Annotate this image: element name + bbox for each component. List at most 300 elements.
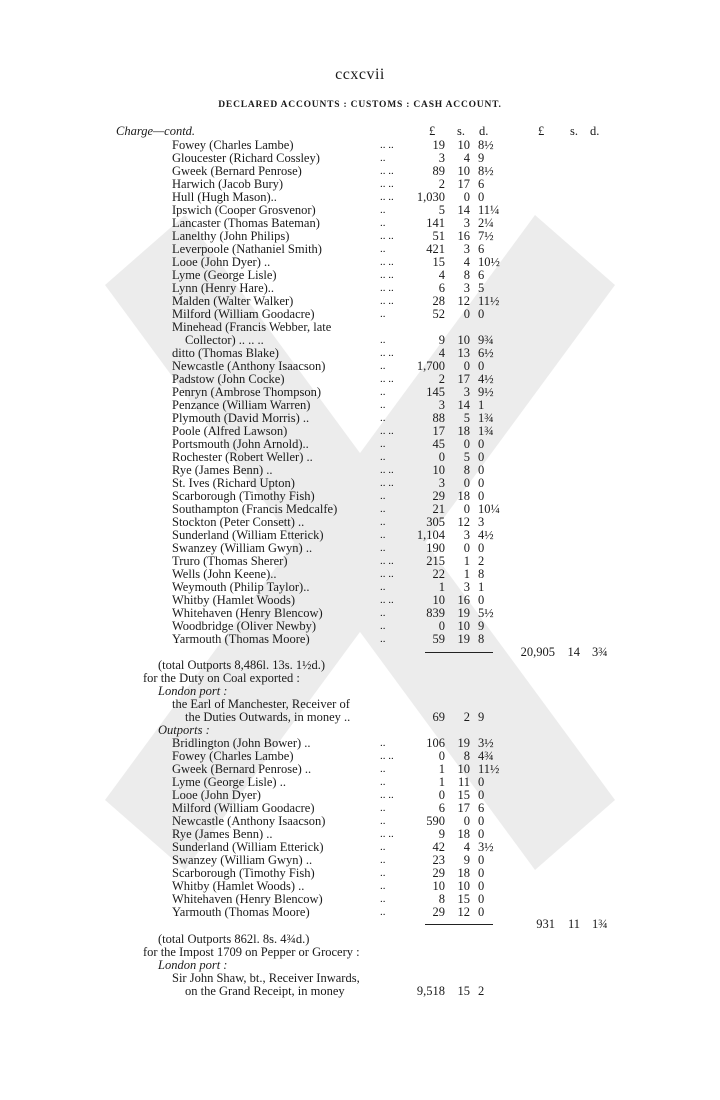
amount-pounds: 421: [426, 242, 445, 256]
amount-pounds: 59: [432, 632, 445, 646]
leader-dots: ..: [380, 854, 386, 866]
total-outports-1: (total Outports 8,486l. 13s. 1½d.): [158, 658, 326, 672]
amount-pence: 5: [478, 281, 485, 295]
amount-pounds: 29: [432, 866, 445, 880]
table-row: [0, 438, 720, 451]
amount-pounds: 1: [438, 580, 445, 594]
port-name: Poole (Alfred Lawson): [172, 424, 288, 438]
amount-shillings: 5: [463, 411, 470, 425]
amount-pence: 9: [478, 619, 485, 633]
table-row: [0, 243, 720, 256]
amount-shillings: 8: [463, 749, 470, 763]
header-shillings: s.: [457, 124, 465, 138]
amount-shillings: 8: [463, 268, 470, 282]
amount-pounds: 6: [438, 281, 445, 295]
amount-pence: 0: [478, 450, 485, 464]
amount-shillings: 10: [457, 333, 470, 347]
leader-dots: .. ..: [380, 165, 394, 177]
port-name: Lancaster (Thomas Bateman): [172, 216, 320, 230]
amount-pounds: 19: [432, 138, 445, 152]
amount-pounds: 20,905: [520, 645, 555, 659]
amount-pence: 5½: [478, 606, 494, 620]
table-row: [0, 841, 720, 854]
amount-pence: 0: [478, 437, 485, 451]
leader-dots: ..: [380, 763, 386, 775]
port-name: Leverpoole (Nathaniel Smith): [172, 242, 322, 256]
leader-dots: ..: [380, 490, 386, 502]
amount-pence: 0: [478, 463, 485, 477]
table-row: [0, 464, 720, 477]
amount-pounds: 5: [438, 203, 445, 217]
port-name: Milford (William Goodacre): [172, 801, 315, 815]
table-row: [0, 269, 720, 282]
leader-dots: ..: [380, 399, 386, 411]
london-port-row-2: [0, 959, 720, 972]
leader-dots: ..: [380, 620, 386, 632]
amount-shillings: 3: [463, 242, 470, 256]
impost-row-1: [0, 972, 720, 985]
leader-dots: ..: [380, 152, 386, 164]
port-name: Malden (Walter Walker): [172, 294, 294, 308]
amount-shillings: 8: [463, 463, 470, 477]
table-row: [0, 568, 720, 581]
table-row: [0, 230, 720, 243]
amount-pence: 6: [478, 177, 485, 191]
page-heading: DECLARED ACCOUNTS : CUSTOMS : CASH ACCOUNT.: [218, 100, 502, 110]
total-outports-row-2: [0, 933, 720, 946]
leader-dots: .. ..: [380, 789, 394, 801]
table-row: [0, 165, 720, 178]
coal-london-row-1: [0, 698, 720, 711]
table-row: [0, 139, 720, 152]
leader-dots: ..: [380, 451, 386, 463]
amount-shillings: 13: [457, 346, 470, 360]
amount-pounds: 10: [432, 463, 445, 477]
port-name: Lanelthy (John Philips): [172, 229, 290, 243]
amount-pence: 0: [478, 879, 485, 893]
outports-row: [0, 724, 720, 737]
leader-dots: ..: [380, 243, 386, 255]
amount-pounds: 10: [432, 593, 445, 607]
amount-shillings: 5: [463, 450, 470, 464]
amount-pence: 6½: [478, 346, 494, 360]
leader-dots: ..: [380, 438, 386, 450]
table-row: [0, 191, 720, 204]
amount-pence: 1: [478, 398, 485, 412]
port-name: Newcastle (Anthony Isaacson): [172, 359, 326, 373]
port-name: Gweek (Bernard Penrose) ..: [172, 762, 312, 776]
amount-shillings: 18: [457, 489, 470, 503]
amount-pence: 0: [478, 853, 485, 867]
table-row: [0, 477, 720, 490]
amount-pence: 7½: [478, 229, 494, 243]
amount-pence: 3½: [478, 736, 494, 750]
port-name: Bridlington (John Bower) ..: [172, 736, 311, 750]
leader-dots: ..: [380, 607, 386, 619]
amount-pounds: 305: [426, 515, 445, 529]
leader-dots: ..: [380, 529, 386, 541]
leader-dots: ..: [380, 360, 386, 372]
amount-pounds: 42: [432, 840, 445, 854]
port-name: Penryn (Ambrose Thompson): [172, 385, 322, 399]
total-outports-2: (total Outports 862l. 8s. 4¾d.): [158, 932, 310, 946]
amount-pence: 0: [478, 905, 485, 919]
port-name: Lyme (George Lisle): [172, 268, 277, 282]
table-row: [0, 620, 720, 633]
leader-dots: ..: [380, 503, 386, 515]
leader-dots: .. ..: [380, 282, 394, 294]
port-name: Rochester (Robert Weller) ..: [172, 450, 313, 464]
port-name: Wells (John Keene)..: [172, 567, 277, 581]
amount-shillings: 12: [457, 515, 470, 529]
amount-pounds: 0: [438, 749, 445, 763]
table-row: [0, 828, 720, 841]
leader-dots: ..: [380, 581, 386, 593]
table-row: [0, 529, 720, 542]
table-row: [0, 321, 720, 334]
leader-dots: ..: [380, 893, 386, 905]
leader-dots: .. ..: [380, 269, 394, 281]
amount-shillings: 1: [463, 554, 470, 568]
amount-shillings: 10: [457, 762, 470, 776]
port-name: Harwich (Jacob Bury): [172, 177, 284, 191]
amount-shillings: 0: [463, 814, 470, 828]
port-name: Fowey (Charles Lambe): [172, 138, 294, 152]
amount-shillings: 19: [457, 736, 470, 750]
amount-pounds: 29: [432, 905, 445, 919]
port-name: Woodbridge (Oliver Newby): [172, 619, 317, 633]
leader-dots: ..: [380, 308, 386, 320]
table-row: [0, 217, 720, 230]
leader-dots: ..: [380, 217, 386, 229]
leader-dots: .. ..: [380, 425, 394, 437]
amount-shillings: 0: [463, 437, 470, 451]
amount-pence: 0: [478, 489, 485, 503]
leader-dots: .. ..: [380, 373, 394, 385]
port-name: ditto (Thomas Blake): [172, 346, 279, 360]
amount-pounds: 0: [438, 619, 445, 633]
amount-pounds: 9,518: [416, 984, 445, 998]
amount-pence: 0: [478, 788, 485, 802]
table-row: [0, 308, 720, 321]
table-row: [0, 451, 720, 464]
amount-shillings: 10: [457, 879, 470, 893]
amount-shillings: 10: [457, 619, 470, 633]
amount-pounds: 9: [438, 827, 445, 841]
amount-pence: 0: [478, 814, 485, 828]
port-name: Gloucester (Richard Cossley): [172, 151, 320, 165]
amount-pounds: 52: [432, 307, 445, 321]
amount-shillings: 3: [463, 385, 470, 399]
amount-pence: 2¼: [478, 216, 494, 230]
port-name: Sunderland (William Etterick): [172, 840, 324, 854]
port-name: Ipswich (Cooper Grosvenor): [172, 203, 316, 217]
table-row: [0, 880, 720, 893]
leader-dots: ..: [380, 815, 386, 827]
port-name: Looe (John Dyer) ..: [172, 255, 271, 269]
amount-pence: 0: [478, 541, 485, 555]
table-row: [0, 490, 720, 503]
table-row: [0, 386, 720, 399]
amount-pounds: 590: [426, 814, 445, 828]
header-pence: d.: [479, 124, 489, 138]
amount-pence: 8: [478, 632, 485, 646]
amount-shillings: 4: [463, 151, 470, 165]
leader-dots: .. ..: [380, 230, 394, 242]
table-row: [0, 867, 720, 880]
port-name: Penzance (William Warren): [172, 398, 311, 412]
amount-shillings: 3: [463, 580, 470, 594]
total-outports-row: [0, 659, 720, 672]
amount-pounds: 0: [438, 450, 445, 464]
amount-pounds: 106: [426, 736, 445, 750]
amount-pounds: 3: [438, 398, 445, 412]
amount-pounds: 69: [432, 710, 445, 724]
coal-london-line-2: the Duties Outwards, in money ..: [185, 710, 351, 724]
amount-pence: 4½: [478, 528, 494, 542]
table-row: [0, 815, 720, 828]
amount-pounds: 45: [432, 437, 445, 451]
port-name: Swanzey (William Gwyn) ..: [172, 853, 313, 867]
table-row: [0, 750, 720, 763]
leader-dots: .. ..: [380, 555, 394, 567]
port-name: Sunderland (William Etterick): [172, 528, 324, 542]
subtotal-row: [0, 646, 720, 659]
amount-pence: 4½: [478, 372, 494, 386]
amount-pounds: 29: [432, 489, 445, 503]
leader-dots: ..: [380, 516, 386, 528]
amount-pounds: 21: [432, 502, 445, 516]
port-name: Looe (John Dyer): [172, 788, 261, 802]
amount-pounds: 8: [438, 892, 445, 906]
amount-pounds: 23: [432, 853, 445, 867]
amount-shillings: 0: [463, 476, 470, 490]
amount-shillings: 15: [457, 984, 470, 998]
amount-shillings: 18: [457, 827, 470, 841]
port-name: Plymouth (David Morris) ..: [172, 411, 310, 425]
leader-dots: .. ..: [380, 256, 394, 268]
amount-shillings: 2: [463, 710, 470, 724]
amount-pence: 4¾: [478, 749, 494, 763]
amount-pence: 11½: [478, 294, 500, 308]
table-row: [0, 412, 720, 425]
table-row: [0, 295, 720, 308]
leader-dots: .. ..: [380, 295, 394, 307]
amount-pounds: 51: [432, 229, 445, 243]
amount-pounds: 1,104: [416, 528, 445, 542]
table-row: [0, 581, 720, 594]
port-name: Collector) .. .. ..: [185, 333, 264, 347]
port-name: Padstow (John Cocke): [172, 372, 285, 386]
amount-pence: 1: [478, 580, 485, 594]
leader-dots: .. ..: [380, 828, 394, 840]
port-name: Yarmouth (Thomas Moore): [172, 632, 310, 646]
leader-dots: ..: [380, 633, 386, 645]
amount-shillings: 9: [463, 853, 470, 867]
leader-dots: ..: [380, 906, 386, 918]
amount-pounds: 22: [432, 567, 445, 581]
port-name: Truro (Thomas Sherer): [172, 554, 288, 568]
leader-dots: .. ..: [380, 477, 394, 489]
leader-dots: ..: [380, 204, 386, 216]
amount-pence: 9¾: [478, 333, 494, 347]
leader-dots: .. ..: [380, 139, 394, 151]
amount-pence: 3¾: [592, 645, 608, 659]
amount-pence: 2: [478, 554, 485, 568]
amount-pounds: 17: [432, 424, 445, 438]
duty-coal-row: [0, 672, 720, 685]
port-name: Scarborough (Timothy Fish): [172, 866, 315, 880]
leader-dots: ..: [380, 776, 386, 788]
leader-dots: ..: [380, 737, 386, 749]
table-row: [0, 282, 720, 295]
port-name: Scarborough (Timothy Fish): [172, 489, 315, 503]
table-row: [0, 763, 720, 776]
leader-dots: .. ..: [380, 347, 394, 359]
amount-shillings: 15: [457, 892, 470, 906]
london-port-label: London port :: [158, 684, 228, 698]
amount-shillings: 14: [567, 645, 580, 659]
leader-dots: ..: [380, 841, 386, 853]
table-row: [0, 802, 720, 815]
table-row: [0, 633, 720, 646]
amount-shillings: 17: [457, 801, 470, 815]
table-row: [0, 854, 720, 867]
amount-shillings: 0: [463, 541, 470, 555]
table-row: [0, 555, 720, 568]
impost-line-2: on the Grand Receipt, in money: [185, 984, 345, 998]
amount-pence: 9: [478, 151, 485, 165]
amount-pence: 9½: [478, 385, 494, 399]
table-row: [0, 399, 720, 412]
amount-pence: 1¾: [592, 917, 608, 931]
amount-pounds: 10: [432, 879, 445, 893]
leader-dots: ..: [380, 542, 386, 554]
impost-line: for the Impost 1709 on Pepper or Grocery :: [143, 945, 360, 959]
port-name: Newcastle (Anthony Isaacson): [172, 814, 326, 828]
amount-pence: 2: [478, 984, 485, 998]
leader-dots: .. ..: [380, 568, 394, 580]
amount-shillings: 18: [457, 866, 470, 880]
table-row: [0, 373, 720, 386]
amount-pence: 0: [478, 359, 485, 373]
charge-label: Charge—contd.: [116, 124, 196, 138]
port-name: Lyme (George Lisle) ..: [172, 775, 286, 789]
amount-pounds: 141: [426, 216, 445, 230]
port-name: Whitehaven (Henry Blencow): [172, 606, 323, 620]
amount-pounds: 2: [438, 177, 445, 191]
amount-shillings: 16: [457, 229, 470, 243]
amount-shillings: 14: [457, 203, 470, 217]
port-name: Stockton (Peter Consett) ..: [172, 515, 305, 529]
amount-shillings: 0: [463, 307, 470, 321]
header-pounds-2: £: [538, 124, 545, 138]
table-row: [0, 178, 720, 191]
amount-pounds: 1,030: [416, 190, 445, 204]
amount-shillings: 1: [463, 567, 470, 581]
amount-shillings: 19: [457, 632, 470, 646]
amount-shillings: 10: [457, 164, 470, 178]
amount-pence: 3: [478, 515, 485, 529]
table-row: [0, 347, 720, 360]
amount-shillings: 3: [463, 281, 470, 295]
page-number: ccxcvii: [335, 66, 385, 83]
amount-pounds: 9: [438, 333, 445, 347]
port-name: Rye (James Benn) ..: [172, 463, 273, 477]
amount-pence: 8½: [478, 164, 494, 178]
port-name: Swanzey (William Gwyn) ..: [172, 541, 313, 555]
leader-dots: .. ..: [380, 464, 394, 476]
table-row: [0, 425, 720, 438]
amount-pence: 3½: [478, 840, 494, 854]
port-name: Portsmouth (John Arnold)..: [172, 437, 309, 451]
amount-pence: 6: [478, 242, 485, 256]
amount-pounds: 15: [432, 255, 445, 269]
amount-pounds: 1: [438, 775, 445, 789]
amount-pence: 0: [478, 307, 485, 321]
duty-on-coal: for the Duty on Coal exported :: [143, 671, 300, 685]
table-row: [0, 542, 720, 555]
header-shillings-2: s.: [570, 124, 578, 138]
london-port-row: [0, 685, 720, 698]
port-name: Whitby (Hamlet Woods): [172, 593, 296, 607]
port-name: Lynn (Henry Hare)..: [172, 281, 275, 295]
table-row: [0, 516, 720, 529]
amount-pence: 0: [478, 593, 485, 607]
amount-pounds: 0: [438, 788, 445, 802]
impost-row: [0, 946, 720, 959]
amount-pence: 8½: [478, 138, 494, 152]
amount-pence: 1¾: [478, 411, 494, 425]
amount-pence: 9: [478, 710, 485, 724]
port-name: Minehead (Francis Webber, late: [172, 320, 332, 334]
table-row: [0, 256, 720, 269]
port-name: St. Ives (Richard Upton): [172, 476, 295, 490]
amount-pounds: 3: [438, 151, 445, 165]
table-row: [0, 334, 720, 347]
amount-pence: 11½: [478, 762, 500, 776]
amount-pence: 11¼: [478, 203, 500, 217]
table-row: [0, 152, 720, 165]
table-row: [0, 737, 720, 750]
amount-shillings: 17: [457, 177, 470, 191]
leader-dots: .. ..: [380, 191, 394, 203]
amount-pounds: 190: [426, 541, 445, 555]
amount-pounds: 2: [438, 372, 445, 386]
amount-pence: 10½: [478, 255, 500, 269]
port-name: Weymouth (Philip Taylor)..: [172, 580, 310, 594]
amount-shillings: 4: [463, 255, 470, 269]
port-name: Hull (Hugh Mason)..: [172, 190, 277, 204]
table-row: [0, 204, 720, 217]
amount-pounds: 1: [438, 762, 445, 776]
amount-pence: 0: [478, 892, 485, 906]
amount-shillings: 10: [457, 138, 470, 152]
leader-dots: ..: [380, 867, 386, 879]
amount-pounds: 145: [426, 385, 445, 399]
port-name: Yarmouth (Thomas Moore): [172, 905, 310, 919]
amount-pence: 0: [478, 866, 485, 880]
amount-pounds: 215: [426, 554, 445, 568]
port-name: Rye (James Benn) ..: [172, 827, 273, 841]
amount-shillings: 3: [463, 216, 470, 230]
impost-line-1: Sir John Shaw, bt., Receiver Inwards,: [172, 971, 360, 985]
coal-london-line-1: the Earl of Manchester, Receiver of: [172, 697, 350, 711]
amount-pence: 6: [478, 268, 485, 282]
amount-pence: 0: [478, 476, 485, 490]
amount-shillings: 14: [457, 398, 470, 412]
table-row: [0, 360, 720, 373]
